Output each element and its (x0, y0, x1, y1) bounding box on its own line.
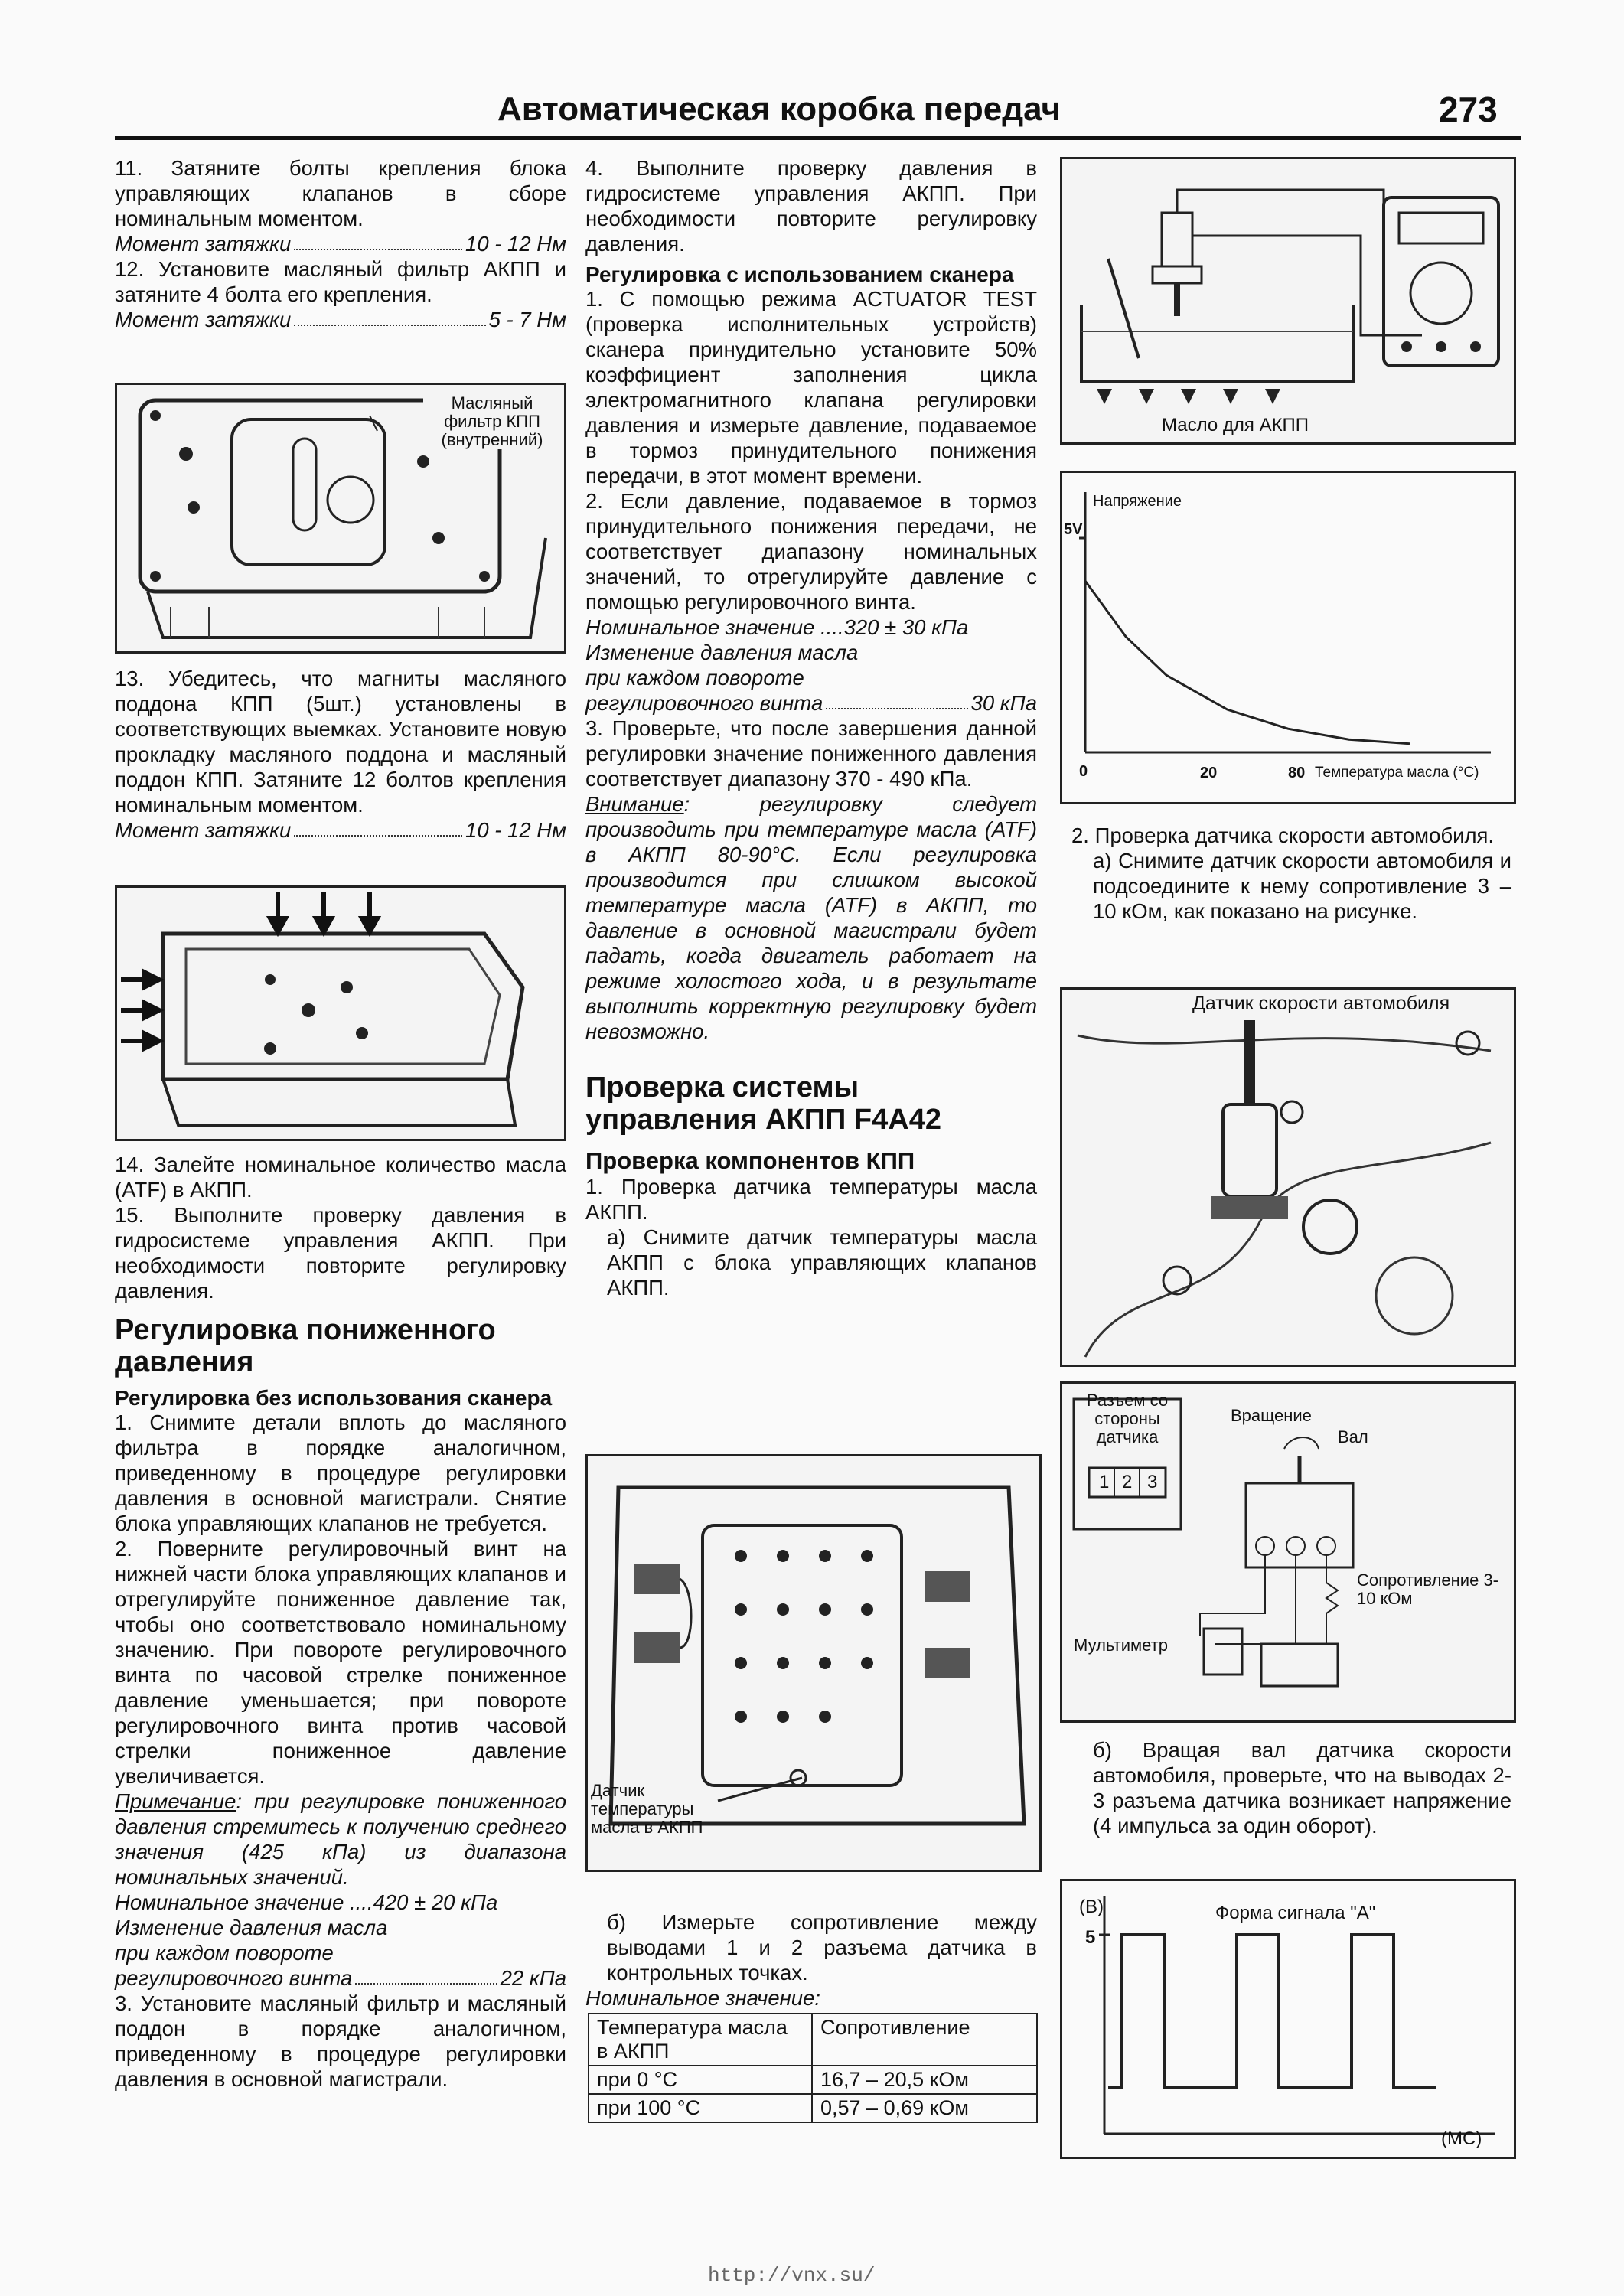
table-cell: 16,7 – 20,5 кОм (812, 2066, 1037, 2094)
step-14: 14. Залейте номинальное количество масла (ATF) в АКПП. (115, 1153, 566, 1202)
table-cell: при 100 °С (589, 2094, 812, 2122)
change-line-1: Изменение давления масла (115, 1916, 388, 1939)
scanner-step-2: 2. Если давление, подаваемое в тормоз принудительного понижения передачи, не соответствует диапазону номинальных значений, то отрегулируйте давление с помощью регулировочного винта. (585, 489, 1037, 614)
multimeter-figure (1060, 157, 1516, 445)
table-row (589, 2066, 1037, 2094)
column-1b (115, 666, 566, 843)
check-step-2a: а) Снимите датчик скорости автомобиля и подсоедините к нему сопротивление 3 – 10 кОм, как показано на рисунке. (1093, 849, 1511, 923)
pin-label: 3 (1147, 1472, 1158, 1492)
warning: Внимание: регулировку следует производить при температуре масла (ATF) в АКПП 80-90°С. Если регулировка производится при слишком высокой температуре масла (ATF) в АКПП, то давление в основной магистрали будет падать, когда двигатель работает на режиме холостого хода, и в результате выполнить корректную регулировку будет невозможно. (585, 792, 1037, 1043)
oil-filter-label: Масляный фильтр КПП (внутренний) (423, 394, 561, 449)
shaft-label: Вал (1338, 1427, 1368, 1446)
heading-check-components: Проверка компонентов КПП (585, 1147, 915, 1174)
graph-ylabel: Напряжение (1093, 493, 1182, 510)
step-11: 11. Затяните болты крепления блока управляющих клапанов в сборе номинальным моментом. (115, 156, 566, 230)
noscanner-step-3: 3. Установите масляный фильтр и масляный поддон в порядке аналогичном, приведенному в процедуре регулировки давления в основной магистрали. (115, 1991, 566, 2091)
wave-title: Форма сигнала "А" (1215, 1903, 1376, 1923)
heading-reduced-pressure: Регулировка пониженного давления (115, 1314, 496, 1378)
table-row (589, 2094, 1037, 2122)
column-1 (115, 155, 566, 332)
voltage-curve (1085, 581, 1410, 744)
change-line-3: регулировочного винта 22 кПа (115, 1966, 566, 1990)
section-title: Автоматическая коробка передач (497, 90, 1061, 128)
pin-label: 2 (1122, 1472, 1133, 1492)
heading-check-system: Проверка системы управления АКПП F4A42 (585, 1071, 941, 1136)
torque-spec-2: Момент затяжки 5 - 7 Нм (115, 308, 566, 331)
nominal-value-2: Номинальное значение .... 320 ± 30 кПа (585, 615, 969, 639)
connector-label: Разъем со стороны датчика (1086, 1391, 1169, 1446)
pin-label: 1 (1099, 1472, 1110, 1492)
torque-spec-3: Момент затяжки 10 - 12 Нм (115, 818, 566, 842)
wave-xunit: (МС) (1441, 2128, 1482, 2149)
speed-sensor-figure (1060, 987, 1516, 1367)
graph-xtick: 80 (1288, 765, 1306, 781)
check-step-2: 2. Проверка датчика скорости автомобиля. (1071, 823, 1495, 847)
signal-waveform (1060, 1879, 1516, 2159)
wave-ytick: 5 (1085, 1927, 1096, 1948)
table-cell: 0,57 – 0,69 кОм (812, 2094, 1037, 2122)
graph-xlabel: Температура масла (°С) (1315, 765, 1479, 781)
column-2 (585, 155, 1037, 1300)
graph-ytick: 5V (1064, 521, 1083, 538)
check-step-1a: а) Снимите датчик температуры масла АКПП с блока управляющих клапанов АКПП. (607, 1225, 1037, 1300)
signal-pulses (1108, 1935, 1436, 2088)
step-13: 13. Убедитесь, что магниты масляного поддона КПП (5шт.) установлены в соответствующих выемках. Установите новую прокладку масляного поддона и масляный поддон КПП. Затяните 12 болтов крепления номинальным моментом. (115, 667, 566, 817)
wave-yunit: (В) (1079, 1896, 1104, 1917)
change2-line-2: при каждом повороте (585, 666, 804, 690)
speed-sensor-circuit (1060, 1381, 1516, 1723)
column-3b (1071, 1737, 1511, 1838)
noscanner-step-2: 2. Поверните регулировочный винт на нижней части блока управляющих клапанов и отрегулируйте пониженное давление так, чтобы оно соответствовало номинальному значению. При повороте регулировочного винта по часовой стрелке пониженное давление уменьшается; при повороте регулировочного винта против часовой стрелки пониженное давление увеличивается. (115, 1537, 566, 1788)
oil-label: Масло для АКПП (1162, 415, 1309, 435)
column-1c (115, 1152, 566, 2092)
noscanner-step-1: 1. Снимите детали вплоть до масляного фильтра в порядке аналогичном, приведенному в процедуре регулировки давления в основной магистрали. Снятие блока управляющих клапанов не требуется. (115, 1411, 566, 1535)
table-caption: Номинальное значение: (585, 1986, 821, 2010)
graph-xtick: 20 (1200, 765, 1218, 781)
resistance-table (588, 2013, 1038, 2123)
note: Примечание: при регулировке пониженного давления стремитесь к получению среднего значения (425 кПа) из диапазона номинальных значений. (115, 1789, 566, 1889)
scanner-step-3: 3. Проверьте, что после завершения данной регулировки значение пониженного давления соответствует диапазону 370 - 490 кПа. (585, 716, 1037, 791)
table-header: Сопротивление (812, 2014, 1037, 2066)
resistance-label: Сопротивление 3-10 кОм (1357, 1570, 1498, 1608)
oil-filter-figure (115, 383, 566, 654)
table-header: Температура масла в АКПП (589, 2014, 812, 2066)
graph-xtick: 0 (1079, 763, 1088, 780)
check-step-1b: б) Измерьте сопротивление между выводами 1 и 2 разъема датчика в контрольных точках. (607, 1910, 1037, 1985)
step-12: 12. Установите масляный фильтр АКПП и затяните 4 болта его крепления. (115, 257, 566, 306)
voltage-temp-graph (1060, 471, 1516, 804)
change-line-2: при каждом повороте (115, 1941, 334, 1965)
nominal-value-1: Номинальное значение .... 420 ± 20 кПа (115, 1890, 498, 1914)
page-number: 273 (1439, 90, 1498, 129)
torque-spec-1: Момент затяжки 10 - 12 Нм (115, 232, 566, 256)
change2-line-1: Изменение давления масла (585, 641, 859, 664)
scanner-step-1: 1. С помощью режима ACTUATOR TEST (проверка исполнительных устройств) сканера принудительно установите 50% коэффициент заполнения цикла электромагнитного клапана регулировки давления и измерьте давление, подаваемое в тормоз принудительного понижения передачи, в этот момент времени. (585, 287, 1037, 488)
rotation-label: Вращение (1231, 1406, 1312, 1425)
change2-line-3: регулировочного винта 30 кПа (585, 691, 1037, 715)
check-step-2b: б) Вращая вал датчика скорости автомобиля, проверьте, что на выводах 2-3 разъема датчика возникает напряжение (4 импульса за один оборот). (1093, 1738, 1511, 1838)
speed-sensor-label: Датчик скорости автомобиля (1192, 993, 1450, 1014)
column-3 (1071, 823, 1511, 924)
header-rule (115, 136, 1521, 140)
check-step-1: 1. Проверка датчика температуры масла АКПП. (585, 1175, 1037, 1224)
step-4: 4. Выполните проверку давления в гидросистеме управления АКПП. При необходимости повторите регулировку давления. (585, 156, 1037, 256)
step-15: 15. Выполните проверку давления в гидросистеме управления АКПП. При необходимости повторите регулировку давления. (115, 1203, 566, 1303)
oil-pan-figure (115, 885, 566, 1141)
heading-no-scanner: Регулировка без использования сканера (115, 1386, 553, 1410)
watermark-url: http://vnx.su/ (708, 2264, 876, 2287)
temp-sensor-label: Датчик температуры масла в АКПП (591, 1781, 703, 1837)
table-cell: при 0 °С (589, 2066, 812, 2094)
valve-body-figure (585, 1454, 1042, 1872)
table-header-row (589, 2014, 1037, 2066)
multimeter-label: Мультиметр (1074, 1636, 1168, 1655)
heading-scanner: Регулировка с использованием сканера (585, 263, 1014, 286)
column-2b (585, 1910, 1037, 2011)
